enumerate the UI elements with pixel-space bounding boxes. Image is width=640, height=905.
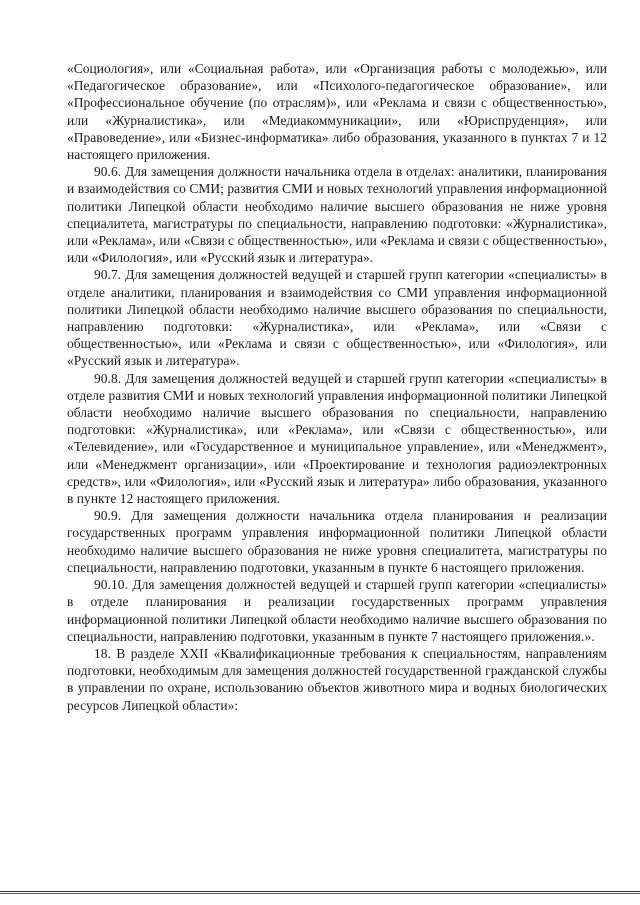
paragraph-continuation: «Социология», или «Социальная работа», или «Организация работы с молодежью», или «Педагогическое образование», или «Психолого-педагогическое образование», или «Профессиональное обучение (по отраслям)», или «Реклама и связи с общественностью», или «Журналистика», или «Медиакоммуникации», или «Юриспруденция», или «Правоведение», или «Бизнес-информатика» либо образования, указанного в пунктах 7 и 12 настоящего приложения. (67, 61, 607, 163)
paragraph-90-6: 90.6. Для замещения должности начальника отдела в отделах: аналитики, планирования и взаимодействия со СМИ; развития СМИ и новых технологий управления информационной политики Липецкой области необходимо наличие высшего образования не ниже уровня специалитета, магистратуры по специальности, направлению подготовки: «Журналистика», или «Реклама», или «Связи с общественностью», или «Реклама и связи с общественностью», или «Филология», или «Русский язык и литература». (67, 164, 607, 266)
paragraph-90-10: 90.10. Для замещения должностей ведущей и старшей групп категории «специалисты» в отделе планирования и реализации государственных программ управления информационной политики Липецкой области необходимо наличие высшего образования по специальности, направлению подготовки, указанным в пункте 7 настоящего приложения.». (67, 577, 607, 644)
document-body (67, 60, 607, 714)
paragraph-90-8: 90.8. Для замещения должностей ведущей и старшей групп категории «специалисты» в отделе развития СМИ и новых технологий управления информационной политики Липецкой области необходимо наличие высшего образования по специальности, направлению подготовки: «Журналистика», или «Реклама», или «Связи с общественностью», или «Телевидение», или «Государственное и муниципальное управление», или «Менеджмент», или «Менеджмент организации», или «Проектирование и технология радиоэлектронных средств», или «Филология», или «Русский язык и литература» либо образования, указанного в пункте 12 настоящего приложения. (67, 370, 607, 507)
paragraph-90-7: 90.7. Для замещения должностей ведущей и старшей групп категории «специалисты» в отделе аналитики, планирования и взаимодействия со СМИ управления информационной политики Липецкой области необходимо наличие высшего образования по специальности, направлению подготовки: «Журналистика», или «Реклама», или «Связи с общественностью», или «Реклама и связи с общественностью», или «Филология», или «Русский язык и литература». (67, 267, 607, 369)
scan-edge-line (0, 891, 640, 892)
paragraph-18: 18. В разделе XXII «Квалификационные требования к специальностям, направлениям подготовки, необходимым для замещения должностей государственной гражданской службы в управлении по охране, использованию объектов животного мира и водных биологических ресурсов Липецкой области»: (67, 645, 607, 713)
paragraph-90-9: 90.9. Для замещения должности начальника отдела планирования и реализации государственных программ управления информационной политики Липецкой области необходимо наличие высшего образования не ниже уровня специалитета, магистратуры по специальности, направлению подготовки, указанным в пункте 6 настоящего приложения. (67, 508, 607, 575)
scan-edge-line-shadow (0, 893, 640, 894)
